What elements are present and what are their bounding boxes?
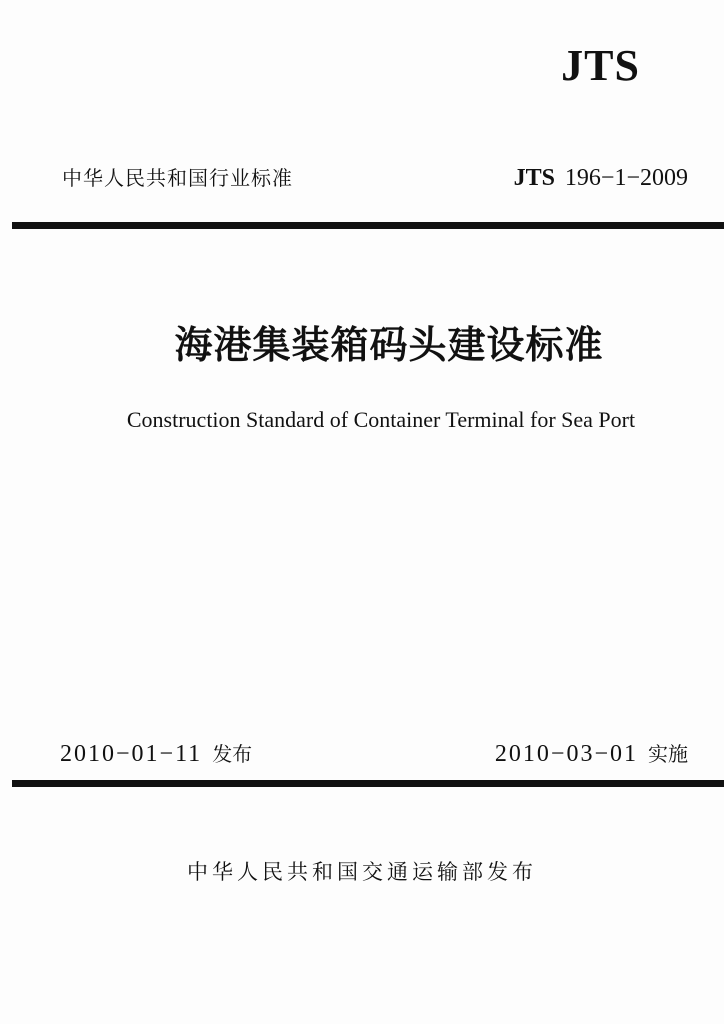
standard-number-prefix: JTS [513,165,555,191]
standard-category: 中华人民共和国行业标准 [62,166,293,190]
top-divider-rule [12,222,724,229]
standard-number-value: 196−1−2009 [564,165,688,191]
standard-number [514,166,688,190]
effective-date-line [495,742,688,766]
english-title: Construction Standard of Container Terminal for Sea Port [126,407,636,432]
publisher-line: 中华人民共和国交通运输部发布 [187,860,537,884]
issue-date: 2010−01−11 [60,741,203,767]
effective-date: 2010−03−01 [494,741,638,767]
effective-label: 实施 [648,742,688,766]
issue-date-line [60,742,252,766]
chinese-title: 海港集装箱码头建设标准 [174,322,604,367]
issue-label: 发布 [212,742,253,766]
jts-logo-text: JTS [561,41,640,90]
bottom-divider-rule [12,780,724,787]
